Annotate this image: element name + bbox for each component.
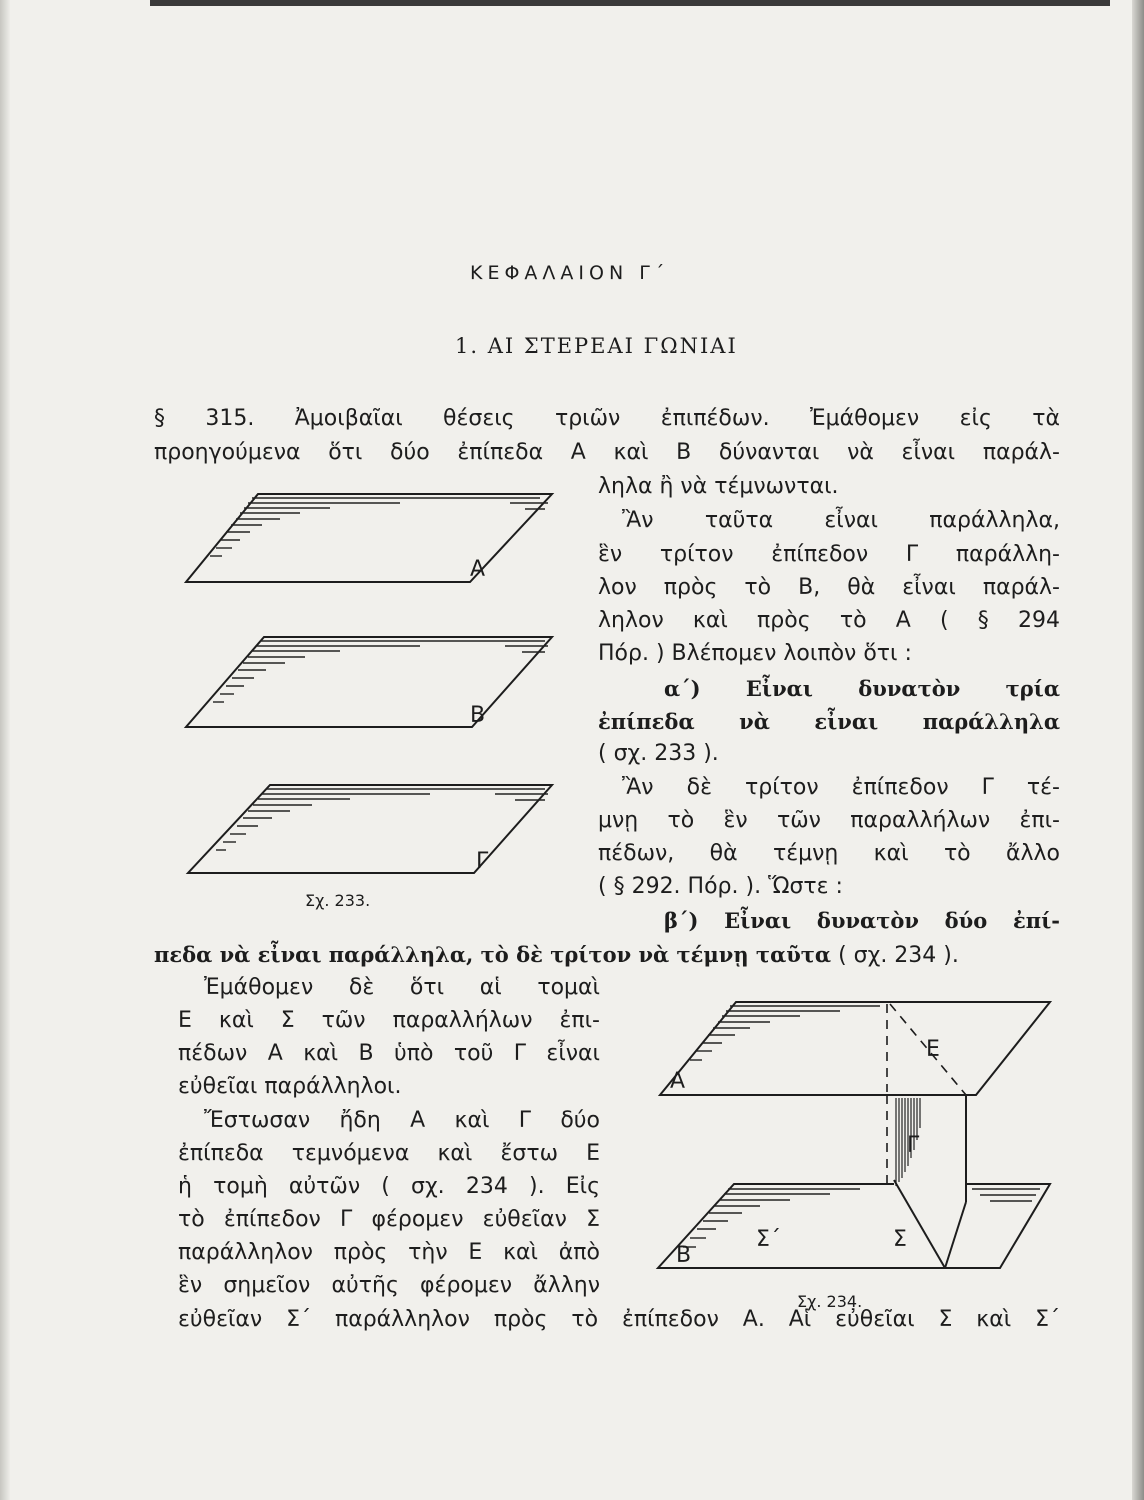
fig233-plane-a [186, 494, 552, 582]
text-line-1: § 315. Ἀμοιβαῖαι θέσεις τριῶν ἐπιπέδων. Ἐμάθομεν εἰς τὰ [154, 406, 1060, 431]
text-line-25: τὸ ἐπίπεδον Γ φέρομεν εὐθεῖαν Σ [178, 1207, 600, 1232]
fig234-label-g: Γ [907, 1133, 920, 1158]
fig233-plane-g [188, 785, 552, 874]
text-line-11: ( σχ. 233 ). [598, 741, 719, 766]
fig234-caption: Σχ. 234. [797, 1292, 863, 1311]
text-line-15: ( § 292. Πόρ. ). Ὥστε : [598, 874, 843, 899]
fig234-plane-b-hatch [683, 1189, 1040, 1247]
fig233-label-a: Α [470, 557, 486, 582]
text-line-18: Ἐμάθομεν δὲ ὅτι αἱ τομαὶ [204, 975, 600, 1000]
fig233-plane-b-hatch [213, 641, 548, 702]
fig233-label-b: Β [470, 703, 486, 728]
chapter-heading: ΚΕΦΑΛΑΙΟΝ Γ΄ [470, 262, 670, 284]
text-line-19: Ε καὶ Σ τῶν παραλλήλων ἐπι- [178, 1008, 600, 1033]
text-line-17-ref: ( σχ. 234 ). [838, 943, 959, 968]
fig234-label-s: Σ [893, 1227, 907, 1252]
text-line-14: πέδων, θὰ τέμνῃ καὶ τὸ ἄλλο [598, 841, 1060, 866]
text-line-24: ἡ τομὴ αὐτῶν ( σχ. 234 ). Εἰς [178, 1174, 600, 1199]
text-line-17-bold: πεδα νὰ εἶναι παράλληλα, τὸ δὲ τρίτον νὰ τέμνῃ ταῦτα [154, 942, 832, 967]
section-heading: 1. ΑΙ ΣΤΕΡΕΑΙ ΓΩΝΙΑΙ [455, 334, 738, 358]
text-line-28: εὐθεῖαν Σ΄ παράλληλον πρὸς τὸ ἐπίπεδον Α. Αἱ εὐθεῖαι Σ καὶ Σ΄ [178, 1307, 1060, 1332]
text-line-2: προηγούμενα ὅτι δύο ἐπίπεδα Α καὶ Β δύνανται νὰ εἶναι παράλ- [154, 440, 1060, 465]
fig234-line-s [894, 1180, 945, 1268]
fig233-caption: Σχ. 233. [305, 891, 371, 910]
fig233-plane-b [186, 637, 552, 728]
text-line-27: ἓν σημεῖον αὐτῆς φέρομεν ἄλλην [178, 1273, 600, 1298]
fig234-plane-b [658, 1184, 1050, 1268]
fig234-plane-a [660, 1002, 1050, 1095]
text-line-7: ληλον καὶ πρὸς τὸ Α ( § 294 [598, 608, 1060, 633]
text-line-16: β΄) Εἶναι δυνατὸν δύο ἐπί- [664, 908, 1060, 933]
text-line-23: ἐπίπεδα τεμνόμενα καὶ ἔστω Ε [178, 1141, 600, 1166]
fig234-label-s-prime: Σ΄ [756, 1227, 781, 1252]
fig233-plane-a-hatch [210, 498, 548, 556]
fig234-plane-a-hatch [690, 1006, 880, 1060]
text-line-26: παράλληλον πρὸς τὴν Ε καὶ ἀπὸ [178, 1240, 600, 1265]
fig234-label-a: Α [670, 1069, 686, 1094]
text-line-9: α΄) Εἶναι δυνατὸν τρία [664, 676, 1060, 701]
text-line-6: λον πρὸς τὸ Β, θὰ εἶναι παράλ- [598, 575, 1060, 600]
text-line-4: Ἂν ταῦτα εἶναι παράλληλα, [622, 508, 1060, 533]
fig234-label-b: Β [676, 1243, 692, 1268]
text-line-13: μνῃ τὸ ἓν τῶν παραλλήλων ἐπι- [598, 808, 1060, 833]
fig233-plane-g-hatch [216, 789, 548, 850]
text-line-12: Ἂν δὲ τρίτον ἐπίπεδον Γ τέ- [622, 775, 1060, 800]
text-line-10: ἐπίπεδα νὰ εἶναι παράλληλα [598, 709, 1060, 734]
fig233-label-g: Γ [476, 849, 489, 874]
text-line-22: Ἔστωσαν ἤδη Α καὶ Γ δύο [204, 1108, 600, 1133]
fig234-plane-g-front-edge [945, 1202, 966, 1268]
fig234-label-e: Ε [926, 1037, 940, 1062]
text-line-8: Πόρ. ) Βλέπομεν λοιπὸν ὅτι : [598, 641, 912, 666]
text-line-3: ληλα ἢ νὰ τέμνωνται. [598, 474, 839, 499]
text-line-5: ἓν τρίτον ἐπίπεδον Γ παράλλη- [598, 542, 1060, 567]
text-line-20: πέδων Α καὶ Β ὑπὸ τοῦ Γ εἶναι [178, 1041, 600, 1066]
text-line-21: εὐθεῖαι παράλληλοι. [178, 1074, 402, 1099]
